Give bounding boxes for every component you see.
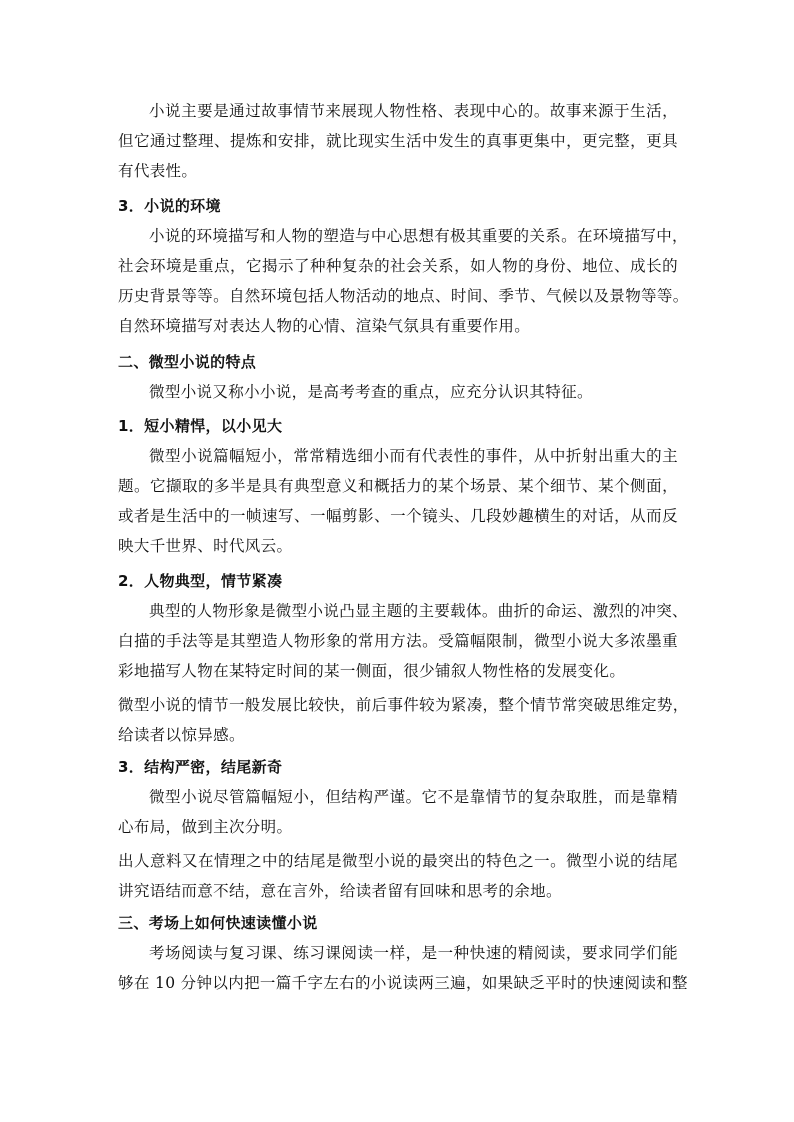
paragraph-plot <box>118 96 678 186</box>
heading-character: 2．人物典型，情节紧凑 <box>118 572 283 590</box>
heading-section-two: 二、微型小说的特点 <box>118 353 257 371</box>
text-line: 出人意料又在情理之中的结尾是微型小说的最突出的特色之一。微型小说的结尾 <box>118 852 678 870</box>
text-line: 微型小说的情节一般发展比较快，前后事件较为紧凑，整个情节常突破思维定势， <box>118 696 689 714</box>
text-line: 白描的手法等是其塑造人物形象的常用方法。受篇幅限制，微型小说大多浓墨重 <box>118 632 678 650</box>
paragraph-intro <box>118 377 678 407</box>
text-line: 心布局，做到主次分明。 <box>118 818 293 836</box>
text-line: 有代表性。 <box>118 162 198 180</box>
paragraph-plot-pace <box>118 690 689 750</box>
text-line: 社会环境是重点，它揭示了种种复杂的社会关系，如人物的身份、地位、成长的 <box>118 257 678 275</box>
text-line: 够在 10 分钟以内把一篇千字左右的小说读两三遍，如果缺乏平时的快速阅读和整 <box>118 974 688 992</box>
text-line: 给读者以惊异感。 <box>118 726 245 744</box>
paragraph-structure <box>118 782 678 842</box>
heading-environment: 3．小说的环境 <box>118 197 221 215</box>
paragraph-ending <box>118 846 678 906</box>
text-line: 自然环境描写对表达人物的心情、渲染气氛具有重要作用。 <box>118 317 531 335</box>
heading-structure: 3．结构严密，结尾新奇 <box>118 758 283 776</box>
text-line: 历史背景等等。自然环境包括人物活动的地点、时间、季节、气候以及景物等等。 <box>118 287 689 305</box>
text-line: 小说的环境描写和人物的塑造与中心思想有极其重要的关系。在环境描写中， <box>149 227 688 245</box>
text-line: 考场阅读与复习课、练习课阅读一样，是一种快速的精阅读，要求同学们能 <box>149 944 678 962</box>
paragraph-exam-reading <box>118 938 688 998</box>
text-line: 但它通过整理、提炼和安排，就比现实生活中发生的真事更集中，更完整，更具 <box>118 132 678 150</box>
paragraph-character <box>118 596 688 686</box>
text-line: 微型小说篇幅短小，常常精选细小而有代表性的事件，从中折射出重大的主 <box>149 447 678 465</box>
paragraph-short <box>118 441 678 561</box>
text-line: 讲究语结而意不结，意在言外，给读者留有回味和思考的余地。 <box>118 882 562 900</box>
text-line: 典型的人物形象是微型小说凸显主题的主要载体。曲折的命运、激烈的冲突、 <box>149 602 688 620</box>
paragraph-environment <box>118 221 689 341</box>
text-line: 微型小说尽管篇幅短小，但结构严谨。它不是靠情节的复杂取胜，而是靠精 <box>149 788 678 806</box>
text-line: 或者是生活中的一帧速写、一幅剪影、一个镜头、几段妙趣横生的对话，从而反 <box>118 507 678 525</box>
text-line: 微型小说又称小小说，是高考考查的重点，应充分认识其特征。 <box>149 383 593 401</box>
text-line: 小说主要是通过故事情节来展现人物性格、表现中心的。故事来源于生活， <box>149 102 678 120</box>
text-line: 彩地描写人物在某特定时间的某一侧面，很少铺叙人物性格的发展变化。 <box>118 662 626 680</box>
heading-section-three: 三、考场上如何快速读懂小说 <box>118 914 318 932</box>
text-line: 映大千世界、时代风云。 <box>118 537 293 555</box>
heading-short: 1．短小精悍，以小见大 <box>118 417 283 435</box>
text-line: 题。它撷取的多半是具有典型意义和概括力的某个场景、某个细节、某个侧面， <box>118 477 678 495</box>
